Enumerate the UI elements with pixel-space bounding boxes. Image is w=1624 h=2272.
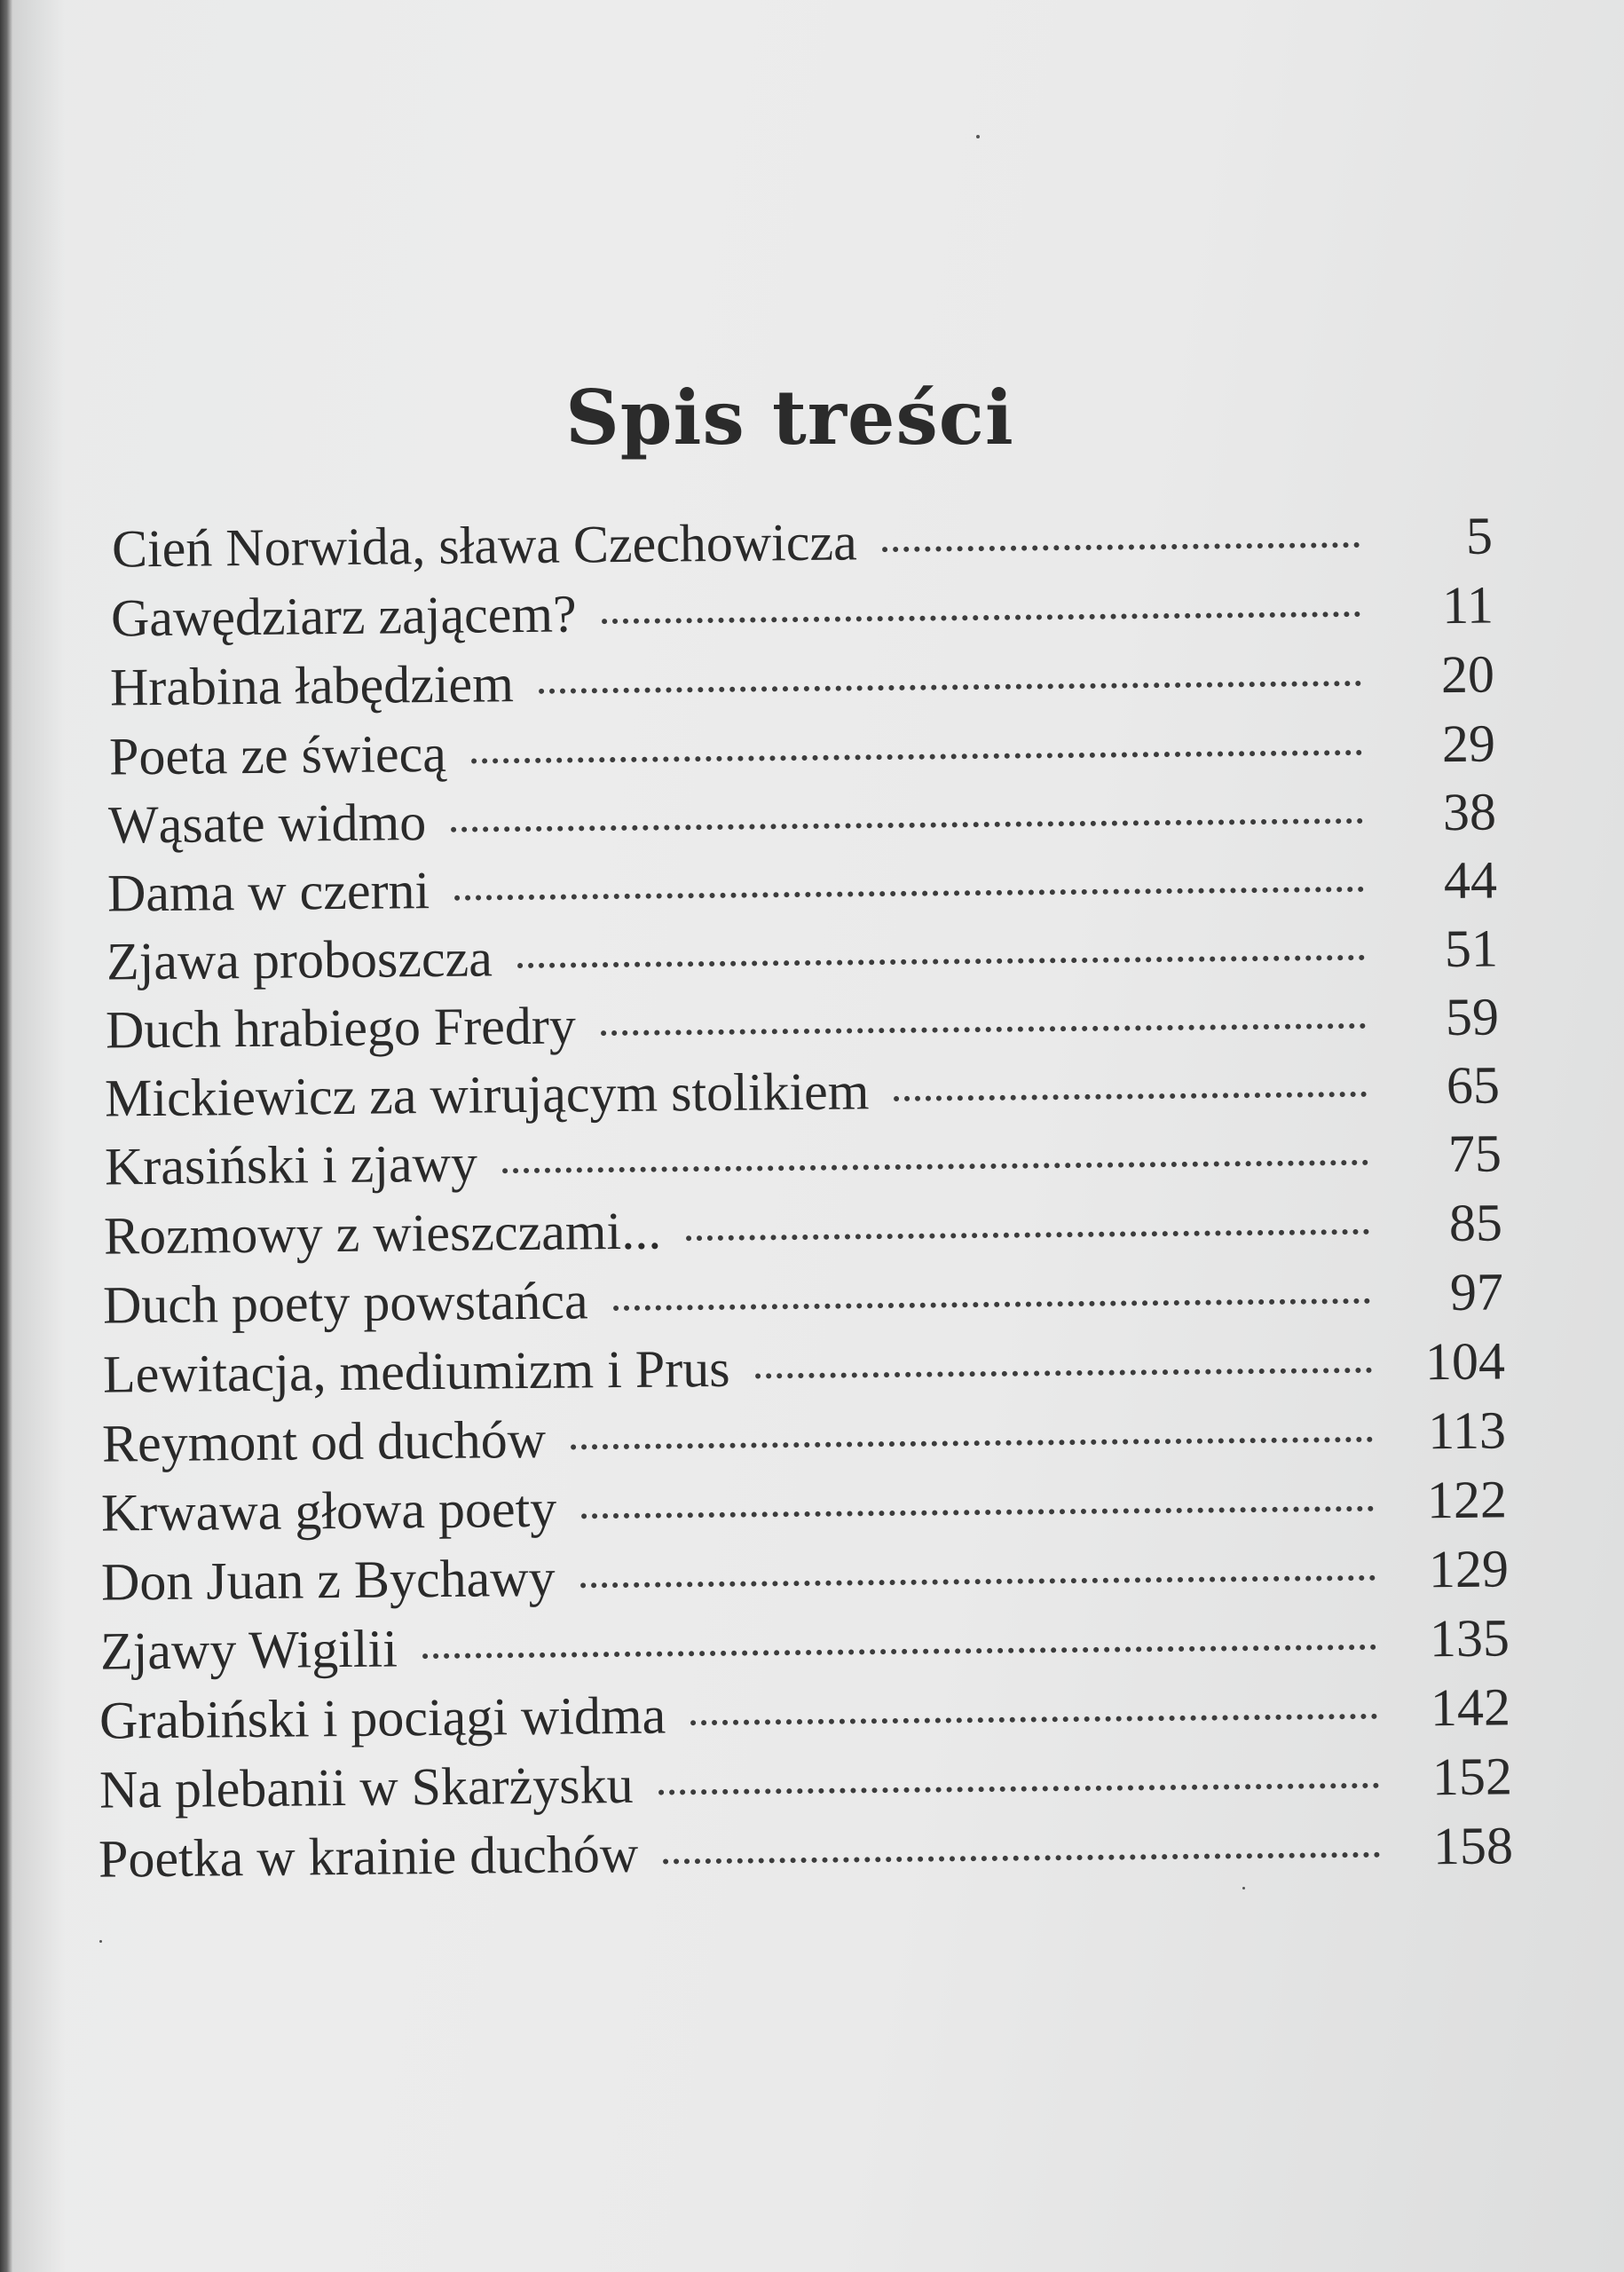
toc-entry: [99, 1810, 1514, 1893]
dot-leader: [686, 1229, 1369, 1241]
dot-leader: [894, 1092, 1367, 1101]
toc-entry: [101, 1464, 1508, 1547]
toc-entry-page: 142: [1430, 1677, 1511, 1738]
toc-entry-title: Reymont od duchów: [101, 1409, 547, 1473]
dot-leader: [690, 1714, 1377, 1725]
dot-leader: [571, 1437, 1373, 1450]
toc-entry-page: 85: [1448, 1193, 1503, 1253]
toc-entry-page: 113: [1427, 1400, 1507, 1461]
dot-leader: [422, 1645, 1376, 1659]
toc-entry: [110, 640, 1495, 722]
toc-entry-page: 29: [1441, 714, 1496, 774]
toc-entry-page: 75: [1447, 1124, 1502, 1184]
toc-entry-title: Poetka w krainie duchów: [98, 1824, 639, 1889]
toc-entry-page: 129: [1428, 1539, 1510, 1599]
dot-leader: [613, 1298, 1371, 1311]
toc-entry-page: 5: [1465, 506, 1494, 565]
dot-leader: [451, 818, 1363, 832]
dot-leader: [539, 681, 1361, 694]
toc-entry: [105, 1118, 1502, 1201]
toc-entry-page: 65: [1446, 1055, 1501, 1116]
toc-entry: [99, 1672, 1511, 1755]
dot-leader: [580, 1575, 1376, 1589]
toc-entry-title: Hrabina łabędziem: [109, 654, 515, 717]
dot-leader: [601, 1023, 1366, 1036]
dot-leader: [471, 750, 1362, 764]
toc-entry-title: Don Juan z Bychawy: [100, 1548, 556, 1612]
toc-entry-page: 122: [1426, 1470, 1508, 1530]
toc-entry: [101, 1534, 1510, 1616]
toc-entry-page: 44: [1443, 850, 1498, 911]
dot-leader: [517, 955, 1365, 968]
toc-entry-title: Krasiński i zjawy: [104, 1133, 478, 1196]
dot-leader: [602, 611, 1360, 624]
toc-entry: [103, 1326, 1506, 1408]
toc-entry-title: Zjawa proboszcza: [106, 928, 493, 991]
toc-entry: [103, 1257, 1504, 1339]
dot-leader: [581, 1506, 1374, 1519]
dot-leader: [663, 1852, 1380, 1865]
toc-entry-page: 38: [1442, 782, 1497, 842]
toc-entry-page: 11: [1441, 575, 1494, 635]
toc-entry-title: Cień Norwida, sława Czechowicza: [111, 512, 858, 579]
dot-leader: [502, 1160, 1368, 1173]
toc-entry-title: Zjawy Wigilii: [99, 1619, 398, 1681]
toc-entry: [100, 1603, 1510, 1685]
toc-entry-title: Rozmowy z wieszczami...: [103, 1201, 662, 1266]
toc-entry-page: 104: [1424, 1331, 1506, 1392]
toc-entry-title: Krwawa głowa poety: [100, 1479, 557, 1542]
toc-entry-page: 20: [1440, 644, 1495, 705]
toc-entry-title: Dama w czerni: [106, 861, 430, 923]
toc-entry-title: Wąsate widmo: [107, 793, 427, 855]
toc-entry-title: Duch poety powstańca: [102, 1271, 588, 1335]
toc-entry-page: 59: [1445, 987, 1500, 1047]
toc-entry-title: Na plebanii w Skarżysku: [99, 1755, 634, 1819]
toc-entry-page: 51: [1444, 919, 1499, 979]
toc-entry-page: 158: [1432, 1816, 1514, 1876]
page-title: Spis treści: [565, 374, 1014, 462]
toc-entry: [112, 501, 1494, 584]
toc-entry: [111, 571, 1494, 653]
dot-leader: [454, 887, 1364, 901]
dot-leader: [755, 1368, 1373, 1379]
dot-leader: [658, 1783, 1379, 1795]
toc-entry-title: Lewitacja, mediumizm i Prus: [102, 1338, 730, 1404]
toc-entry-title: Grabiński i pociągi widma: [99, 1685, 666, 1750]
toc-entry-page: 135: [1429, 1608, 1510, 1668]
toc-entry-title: Gawędziarz zającem?: [110, 584, 577, 648]
toc-entry: [102, 1395, 1507, 1478]
toc-entry-page: 97: [1449, 1262, 1504, 1322]
toc-entry-page: 152: [1431, 1747, 1513, 1807]
toc-entry-title: Duch hrabiego Fredry: [105, 996, 577, 1060]
dot-leader: [882, 542, 1360, 552]
toc-entry-title: Poeta ze świecą: [108, 723, 447, 786]
toc-entry: [104, 1187, 1503, 1270]
toc-entry-title: Mickiewicz za wirującym stolikiem: [104, 1061, 870, 1128]
